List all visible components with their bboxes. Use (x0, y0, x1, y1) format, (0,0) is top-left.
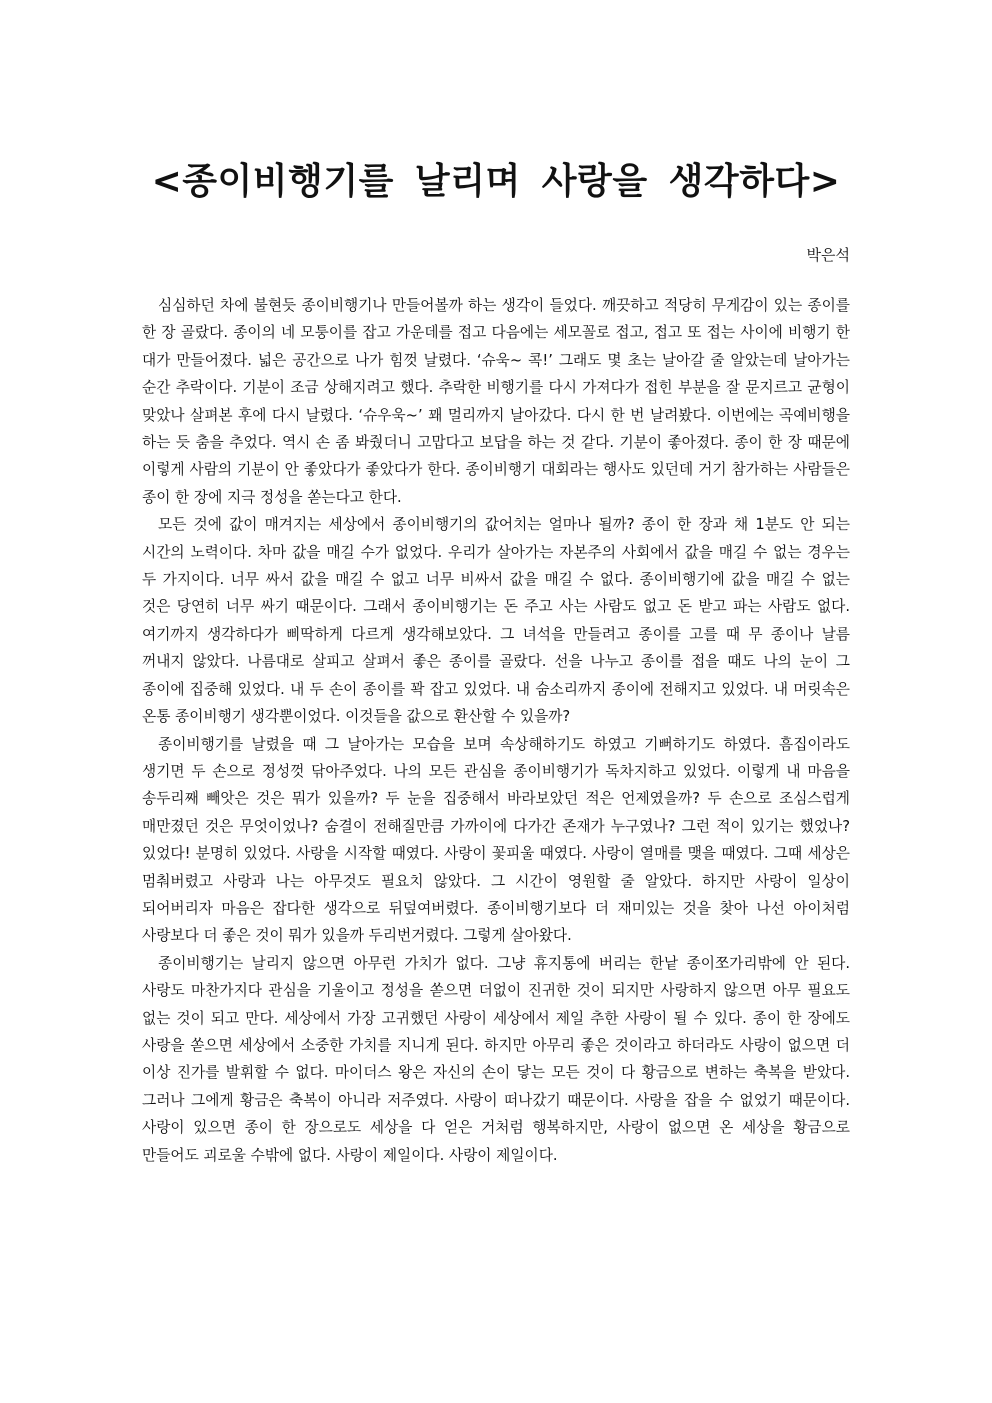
essay-paragraph-2: 모든 것에 값이 매겨지는 세상에서 종이비행기의 값어치는 얼마나 될까? 종이 한 장과 채 1분도 안 되는 시간의 노력이다. 차마 값을 매길 수가 없었다. 우리가 살아가는 자본주의 사회에서 값을 매길 수 없는 경우는 두 가지이다. 너무 싸서 값을 매길 수 없고 너무 비싸서 값을 매길 수 없다. 종이비행기에 값을 매길 수 없는 것은 당연히 너무 싸기 때문이다. 그래서 종이비행기는 돈 주고 사는 사람도 없고 돈 받고 파는 사람도 없다. 여기까지 생각하다가 삐딱하게 다르게 생각해보았다. 그 녀석을 만들려고 종이를 고를 때 무 종이나 날름 꺼내지 않았다. 나름대로 살피고 살펴서 좋은 종이를 골랐다. 선을 나누고 종이를 접을 때도 나의 눈이 그 종이에 집중해 있었다. 내 두 손이 종이를 꽉 잡고 있었다. 내 숨소리까지 종이에 전해지고 있었다. 내 머릿속은 온통 종이비행기 생각뿐이었다. 이것들을 값으로 환산할 수 있을까? (142, 516, 850, 726)
essay-paragraph-1: 심심하던 차에 불현듯 종이비행기나 만들어볼까 하는 생각이 들었다. 깨끗하고 적당히 무게감이 있는 종이를 한 장 골랐다. 종이의 네 모퉁이를 잡고 가운데를 접고 다음에는 세모꼴로 접고, 접고 또 접는 사이에 비행기 한 대가 만들어졌다. 넓은 공간으로 나가 힘껏 날렸다. ‘슈욱~ 콕!’ 그래도 몇 초는 날아갈 줄 알았는데 날아가는 순간 추락이다. 기분이 조금 상해지려고 했다. 추락한 비행기를 다시 가져다가 접힌 부분을 잘 문지르고 균형이 맞았나 살펴본 후에 다시 날렸다. ‘슈우욱~’ 꽤 멀리까지 날아갔다. 다시 한 번 날려봤다. 이번에는 곡예비행을 하는 듯 춤을 추었다. 역시 손 좀 봐줬더니 고맙다고 보답을 하는 것 같다. 기분이 좋아졌다. 종이 한 장 때문에 이렇게 사람의 기분이 안 좋았다가 좋았다가 한다. 종이비행기 대회라는 행사도 있던데 거기 참가하는 사람들은 종이 한 장에 지극 정성을 쏟는다고 한다. (142, 297, 850, 506)
document-title: <종이비행기를 날리며 사랑을 생각하다> (151, 161, 841, 202)
essay-paragraph-4: 종이비행기는 날리지 않으면 아무런 가치가 없다. 그냥 휴지통에 버리는 한낱 종이쪼가리밖에 안 된다. 사랑도 마찬가지다 관심을 기울이고 정성을 쏟으면 더없이 진귀한 것이 되지만 사랑하지 않으면 아무 필요도 없는 것이 되고 만다. 세상에서 가장 고귀했던 사랑이 세상에서 제일 추한 사랑이 될 수 있다. 종이 한 장에도 사랑을 쏟으면 세상에서 소중한 가치를 지니게 된다. 하지만 아무리 좋은 것이라고 하더라도 사랑이 없으면 더 이상 진가를 발휘할 수 없다. 마이더스 왕은 자신의 손이 닿는 모든 것이 다 황금으로 변하는 축복을 받았다. 그러나 그에게 황금은 축복이 아니라 저주였다. 사랑이 떠나갔기 때문이다. 사랑을 잡을 수 없었기 때문이다. 사랑이 있으면 종이 한 장으로도 세상을 다 얻은 거처럼 행복하지만, 사랑이 없으면 온 세상을 황금으로 만들어도 괴로울 수밖에 없다. 사랑이 제일이다. 사랑이 제일이다. (142, 954, 850, 1164)
essay-paragraph-3: 종이비행기를 날렸을 때 그 날아가는 모습을 보며 속상해하기도 하였고 기뻐하기도 하였다. 흠집이라도 생기면 두 손으로 정성껏 닦아주었다. 나의 모든 관심을 종이비행기가 독차지하고 있었다. 이렇게 내 마음을 송두리째 빼앗은 것은 뭐가 있을까? 두 눈을 집중해서 바라보았던 적은 언제였을까? 두 손으로 조심스럽게 매만졌던 것은 무엇이었나? 숨결이 전해질만큼 가까이에 다가간 존재가 누구였나? 그런 적이 있기는 했었나? 있었다! 분명히 있었다. 사랑을 시작할 때였다. 사랑이 꽃피울 때였다. 사랑이 열매를 맺을 때였다. 그때 세상은 멈춰버렸고 사랑과 나는 아무것도 필요치 않았다. 그 시간이 영원할 줄 알았다. 하지만 사랑이 일상이 되어버리자 마음은 잡다한 생각으로 뒤덮여버렸다. 종이비행기보다 더 재미있는 것을 찾아 나선 아이처럼 사랑보다 더 좋은 것이 뭐가 있을까 두리번거렸다. 그렇게 살아왔다. (142, 735, 850, 945)
essay-body (142, 292, 850, 1169)
author-name: 박은석 (806, 246, 850, 264)
